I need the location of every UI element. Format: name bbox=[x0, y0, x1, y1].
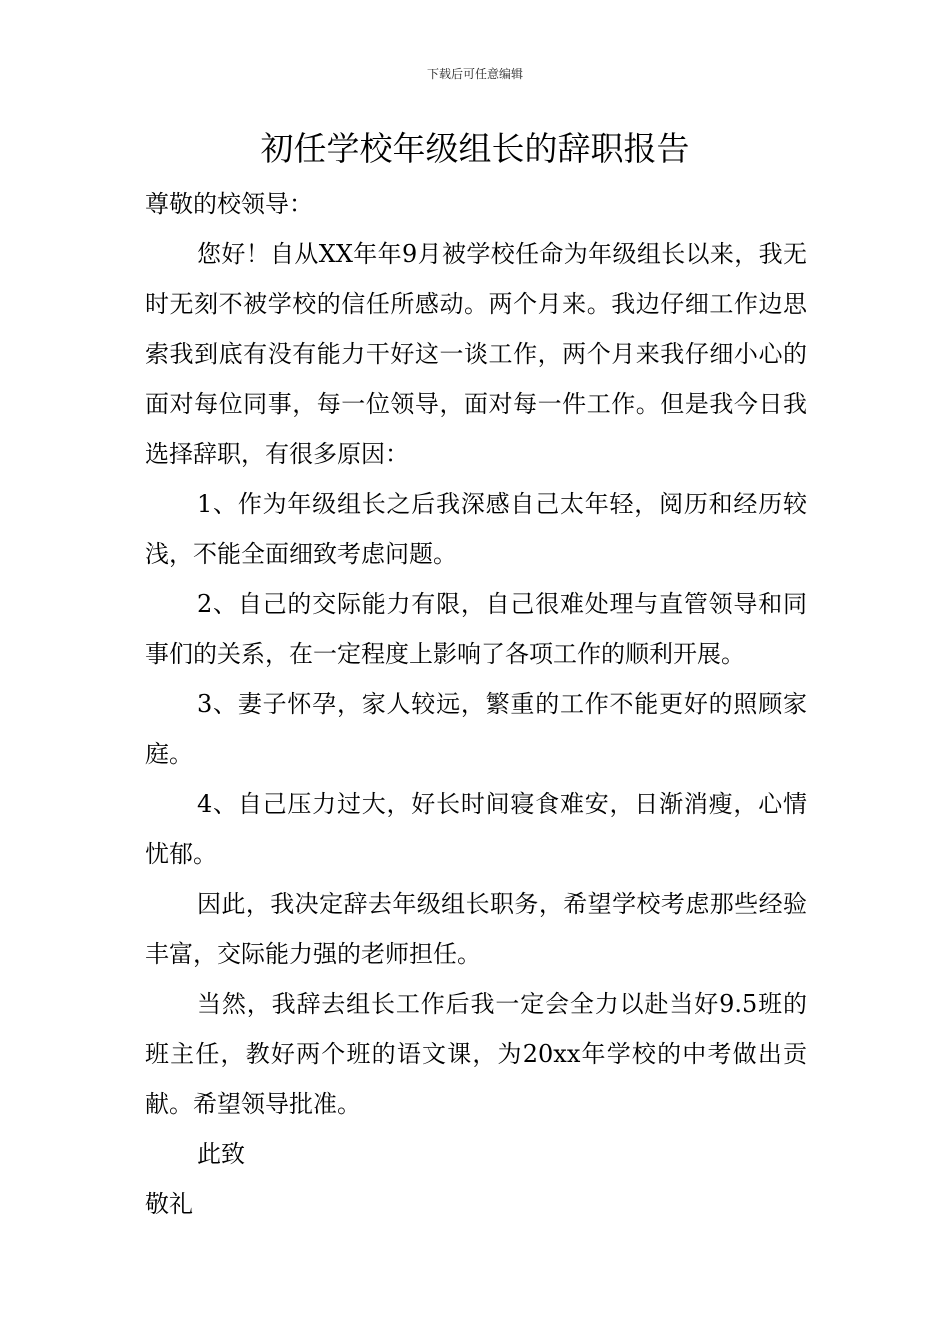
document-body bbox=[145, 179, 807, 1229]
paragraph-reason-2: 2、自己的交际能力有限，自己很难处理与直管领导和同事们的关系，在一定程度上影响了各项工作的顺利开展。 bbox=[145, 590, 807, 668]
paragraph-decision: 因此，我决定辞去年级组长职务，希望学校考虑那些经验丰富，交际能力强的老师担任。 bbox=[145, 890, 807, 968]
paragraph-greeting: 您好！自从XX年年9月被学校任命为年级组长以来，我无时无刻不被学校的信任所感动。两个月来。我边仔细工作边思索我到底有没有能力干好这一谈工作，两个月来我仔细小心的面对每位同事，每一位领导，面对每一件工作。但是我今日我选择辞职，有很多原因： bbox=[145, 240, 807, 468]
paragraph-reason-4: 4、自己压力过大，好长时间寝食难安，日渐消瘦，心情忧郁。 bbox=[145, 790, 807, 868]
regards: 敬礼 bbox=[145, 1190, 193, 1218]
paragraph-reason-1: 1、作为年级组长之后我深感自己太年轻，阅历和经历较浅，不能全面细致考虑问题。 bbox=[145, 490, 807, 568]
closing: 此致 bbox=[197, 1140, 245, 1168]
document-title: 初任学校年级组长的辞职报告 bbox=[260, 129, 690, 168]
paragraph-commitment: 当然，我辞去组长工作后我一定会全力以赴当好9.5班的班主任，教好两个班的语文课，为20xx年学校的中考做出贡献。希望领导批准。 bbox=[145, 990, 807, 1118]
paragraph-reason-3: 3、妻子怀孕，家人较远，繁重的工作不能更好的照顾家庭。 bbox=[145, 690, 807, 768]
header-note: 下载后可任意编辑 bbox=[426, 67, 523, 81]
salutation: 尊敬的校领导： bbox=[145, 190, 313, 218]
